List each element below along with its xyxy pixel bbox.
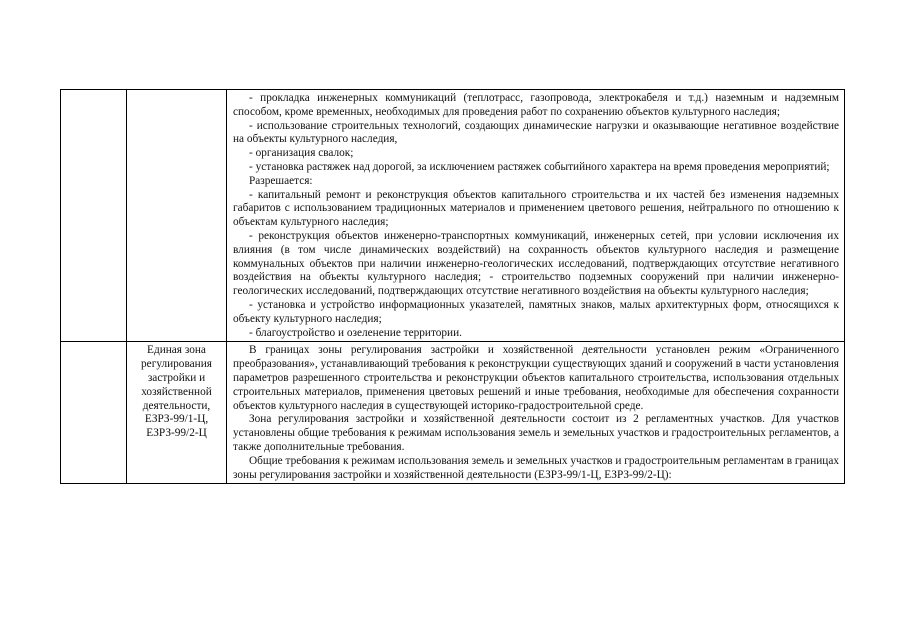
paragraph: - установка растяжек над дорогой, за исключением растяжек событийного характера на время проведения мероприятий; (249, 160, 830, 173)
paragraph: Зона регулирования застройки и хозяйственной деятельности состоит из 2 регламентных участков. Для участков установлены общие требования к режимам использования земель и земельных участков и градостроительных регламентов, а также дополнительные требования. (233, 413, 839, 453)
paragraph: - капитальный ремонт и реконструкция объектов капитального строительства и их частей без изменения надземных габаритов с использованием традиционных материалов и применением цветового решения, нейтрального по отношению к объектам культурного наследия; (233, 188, 839, 229)
paragraph: - использование строительных технологий, создающих динамические нагрузки и оказывающие негативное воздействие на объекты культурного наследия, (233, 119, 839, 146)
table-row (61, 90, 845, 342)
paragraph: В границах зоны регулирования застройки и хозяйственной деятельности установлен режим «Ограниченного преобразования», устанавливающий требования к реконструкции существующих зданий и сооружений в части установления параметров разрешенного строительства и реконструкции объектов капитального строительства, использования отдельных строительных материалов, применения цветовых решений и иные требования, необходимые для обеспечения сохранности объектов культурного наследия в существующей историко-градостроительной среде. (233, 344, 839, 412)
zone-name-line: регулирования (141, 358, 212, 371)
zone-name-line: хозяйственной (141, 385, 212, 398)
empty-cell (61, 90, 127, 342)
zone-name-line: ЕЗРЗ-99/2-Ц (146, 427, 207, 440)
empty-cell (61, 342, 127, 484)
paragraph: - благоустройство и озеленение территории. (249, 326, 462, 339)
paragraph: Общие требования к режимам использования земель и земельных участков и градостроительным регламентам в границах зоны регулирования застройки и хозяйственной деятельности (ЕЗРЗ-99/1-Ц, ЕЗРЗ-99/2-Ц): (233, 454, 839, 481)
paragraph: - прокладка инженерных коммуникаций (теплотрасс, газопровода, электрокабеля и т.д.) наземным и надземным способом, кроме временных, необходимых для проведения работ по сохранению объектов культурного наследия; (233, 92, 839, 118)
zone-name-line: ЕЗРЗ-99/1-Ц, (144, 413, 209, 426)
regulations-table (60, 89, 845, 484)
paragraph: - организация свалок; (249, 147, 354, 160)
paragraph: Разрешается: (249, 174, 313, 187)
empty-cell (127, 90, 227, 342)
requirements-cell (227, 90, 845, 342)
table-row (61, 342, 845, 484)
zone-name-line: Единая зона (147, 344, 206, 357)
zone-name-cell (127, 342, 227, 484)
paragraph: - реконструкция объектов инженерно-транспортных коммуникаций, инженерных сетей, при условии исключения их влияния (в том числе динамических воздействий) на сохранность объектов культурного наследия и размещение коммунальных объектов при наличии инженерно-геологических исследований, подтверждающих отсутствие негативного воздействия на объекты культурного наследия; - строительство подземных сооружений при наличии инженерно-геологических исследований, подтверждающих отсутствие негативного воздействия на объекты культурного наследия; (233, 229, 839, 298)
paragraph: - установка и устройство информационных указателей, памятных знаков, малых архитектурных форм, относящихся к объекту культурного наследия; (233, 298, 839, 325)
zone-name-line: деятельности, (142, 399, 211, 412)
zone-description-cell (227, 342, 845, 484)
zone-name-line: застройки и (147, 371, 206, 384)
